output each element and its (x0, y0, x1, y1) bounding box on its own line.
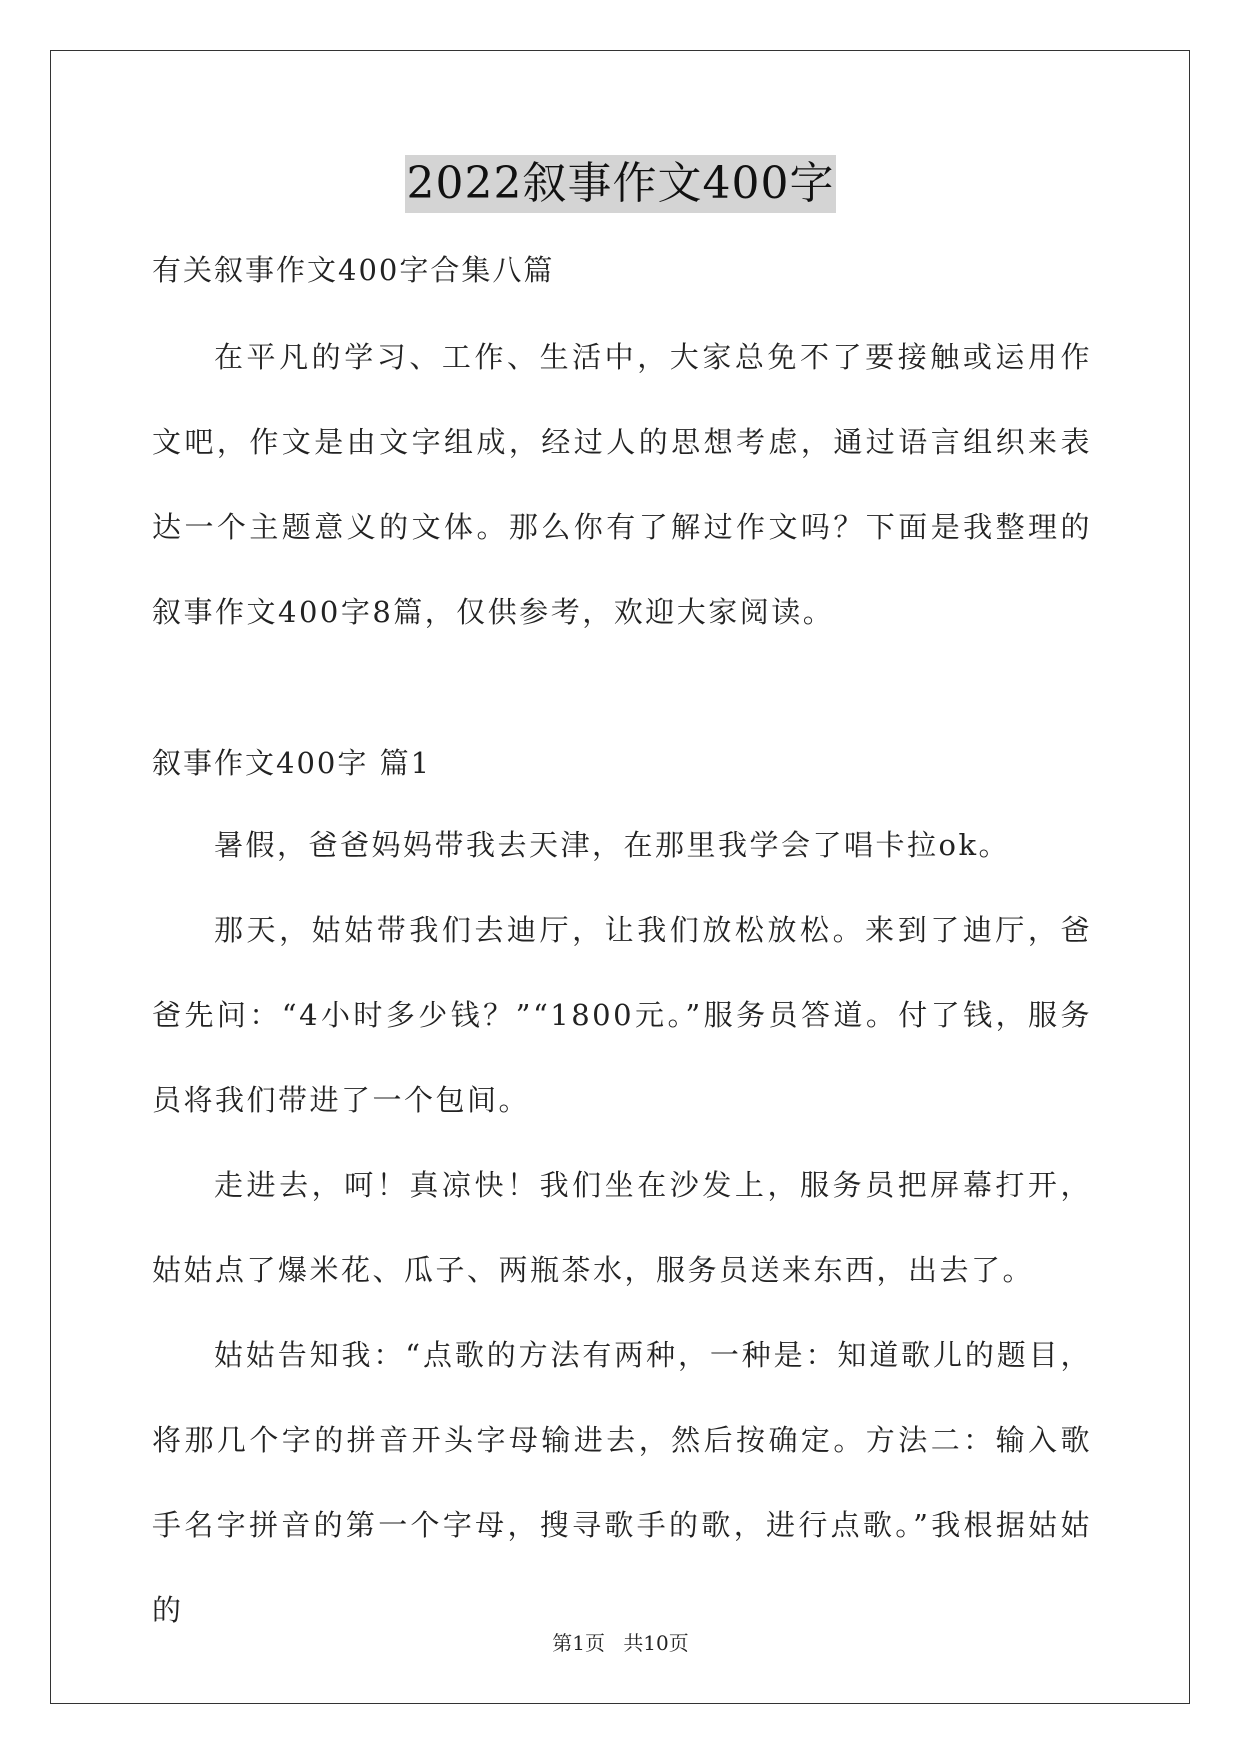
document-body (152, 230, 1092, 1653)
document-title: 2022叙事作文400字 (405, 155, 837, 213)
document-subtitle: 有关叙事作文400字合集八篇 (152, 253, 555, 287)
page-number: 第1页 (552, 1631, 605, 1655)
section-heading: 叙事作文400字 篇1 (152, 746, 432, 780)
page-footer (0, 1627, 1241, 1656)
body-paragraph: 走进去，呵！真凉快！我们坐在沙发上，服务员把屏幕打开，姑姑点了爆米花、瓜子、两瓶茶水，服务员送来东西，出去了。 (152, 1168, 1092, 1287)
body-paragraph: 姑姑告知我：“点歌的方法有两种，一种是：知道歌儿的题目，将那几个字的拼音开头字母输进去，然后按确定。方法二：输入歌手名字拼音的第一个字母，搜寻歌手的歌，进行点歌。”我根据姑姑的 (152, 1338, 1092, 1627)
page-total: 共10页 (623, 1631, 689, 1655)
intro-paragraph: 在平凡的学习、工作、生活中，大家总免不了要接触或运用作文吧，作文是由文字组成，经过人的思想考虑，通过语言组织来表达一个主题意义的文体。那么你有了解过作文吗？下面是我整理的叙事作文400字8篇，仅供参考，欢迎大家阅读。 (152, 340, 1092, 629)
body-paragraph: 暑假，爸爸妈妈带我去天津，在那里我学会了唱卡拉ok。 (214, 828, 1011, 862)
title-wrap (0, 155, 1241, 213)
body-paragraph: 那天，姑姑带我们去迪厅，让我们放松放松。来到了迪厅，爸爸先问：“4小时多少钱？”“1800元。”服务员答道。付了钱，服务员将我们带进了一个包间。 (152, 913, 1092, 1117)
